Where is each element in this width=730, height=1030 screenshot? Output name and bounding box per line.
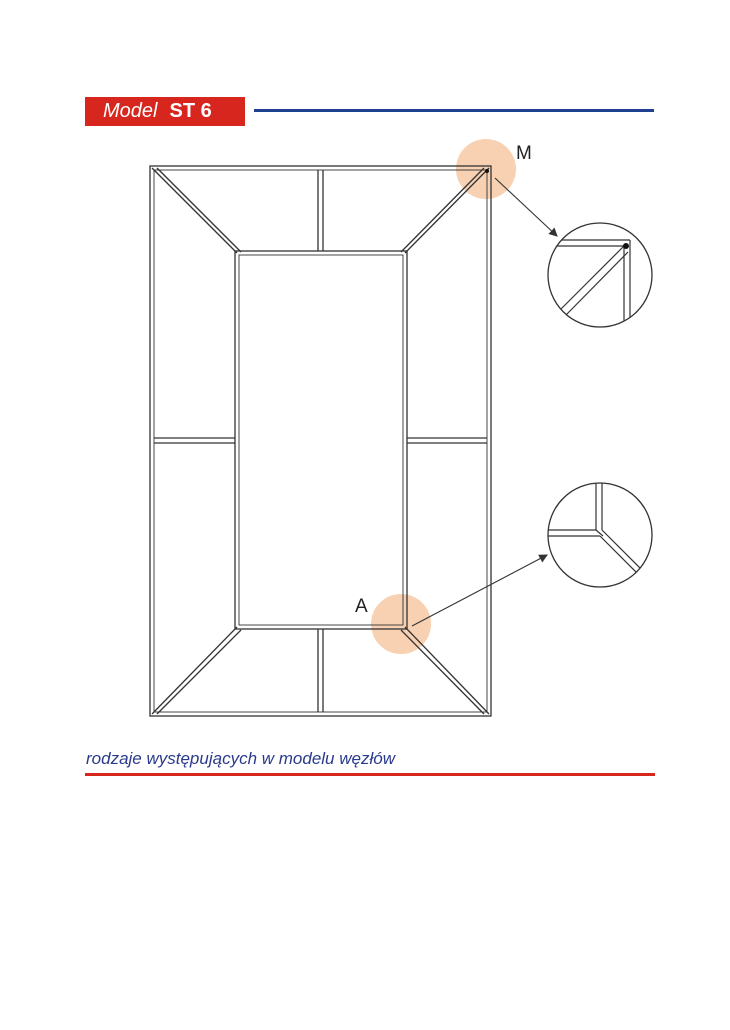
node-highlight-m bbox=[456, 139, 516, 199]
node-label-m: M bbox=[516, 143, 532, 164]
node-label-a: A bbox=[355, 596, 368, 617]
detail-a-zoom bbox=[545, 480, 652, 587]
frame-lines bbox=[150, 166, 491, 716]
title-model-code: ST 6 bbox=[169, 100, 212, 122]
caption-text: rodzaje występujących w modelu węzłów bbox=[86, 749, 395, 768]
leader-arrow-m bbox=[495, 178, 557, 236]
title-word: Model bbox=[103, 100, 158, 122]
leader-arrow-a bbox=[412, 555, 547, 626]
caption-rule bbox=[85, 773, 655, 776]
detail-m-zoom bbox=[540, 223, 652, 330]
